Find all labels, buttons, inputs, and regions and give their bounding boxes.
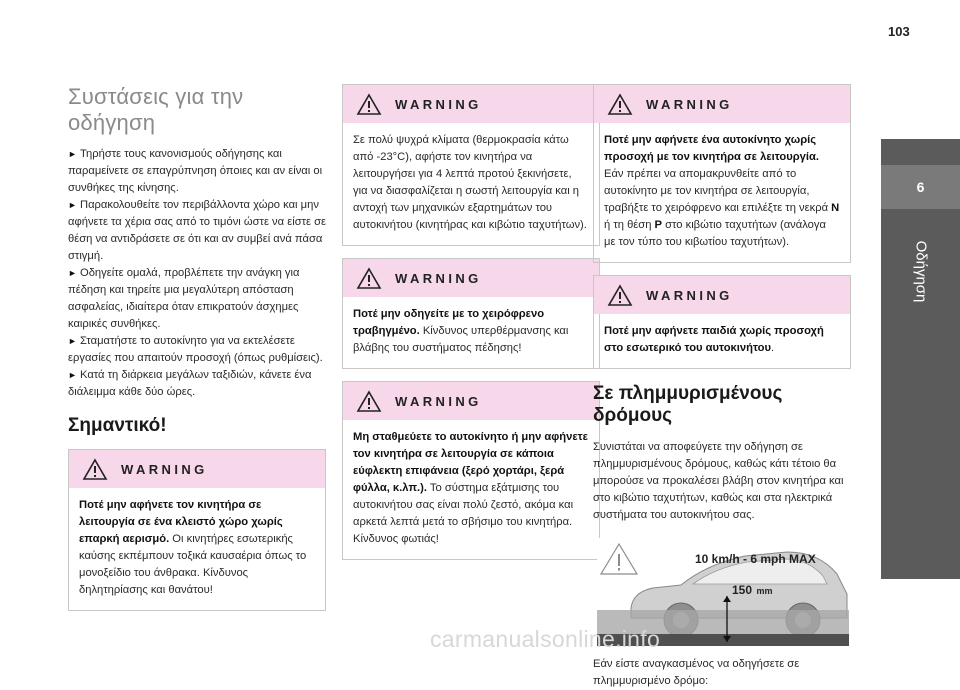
warning-triangle-icon [357,391,381,412]
warning-header [69,450,325,488]
warning-label: WARNING [646,96,733,112]
warning-text: Μη σταθμεύετε το αυτοκίνητο ή μην αφήνετε τον κινητήρα σε λειτουργία σε κάποια εύφλεκτη επιφάνεια (ξερό χορτάρι, ξερά φύλλα, κ.λπ.). Το σύστημα εξάτμισης του αυτοκινήτου σας είναι πολύ ζεστό, ακόμα και αρκετά λεπτά μετά το σβήσιμο του κινητήρα. Κίνδυνος φωτιάς! [353,431,588,545]
warning-triangle-icon [357,268,381,289]
column-right [593,84,851,690]
chapter-title: Οδήγηση [912,240,930,302]
section-title-driving-tips: Συστάσεις για την οδήγηση [68,84,244,135]
chapter-number: 6 [881,165,960,209]
warning-label: WARNING [395,270,482,286]
bullet-arrow-icon: ► [68,200,77,210]
column-middle [342,84,600,572]
warning-box [342,258,600,369]
warning-header [594,276,850,314]
warning-triangle-icon [83,459,107,480]
bullet-arrow-icon: ► [68,336,77,346]
warning-box [593,275,851,369]
warning-label: WARNING [121,461,208,477]
warning-triangle-icon [608,94,632,115]
warning-triangle-icon [357,94,381,115]
list-item: ► Τηρήστε τους κανονισμούς οδήγησης και παραμείνετε σε επαγρύπνηση όποιες και αν είναι οι συνθήκες της κίνησης. [68,148,323,194]
warning-label: WARNING [395,393,482,409]
warning-text: Ποτέ μην αφήνετε παιδιά χωρίς προσοχή στο εσωτερικό του αυτοκινήτου. [604,325,824,354]
warning-text: Ποτέ μην αφήνετε τον κινητήρα σε λειτουργία σε ένα κλειστό χώρο χωρίς επαρκή αερισμό. Οι κινητήρες εσωτερικής καύσης εκπέμπουν τοξικά καυσαέρια όπως το μονοξείδιο του άνθρακα. Κίνδυνος δηλητηρίασης και θανάτου! [79,499,307,596]
warning-text: Ποτέ μην αφήνετε ένα αυτοκίνητο χωρίς προσοχή με τον κινητήρα σε λειτουργία. Εάν πρέπει να απομακρυνθείτε από το αυτοκίνητο με τον κινητήρα σε λειτουργία, τραβήξτε το χειρόφρενο και επιλέξτε τη νεκρά N ή τη θέση P στο κιβώτιο ταχυτήτων (ανάλογα με τον τύπο του κιβωτίου ταχυτήτων). [604,134,840,248]
flooded-roads-intro: Εάν είστε αναγκασμένος να οδηγήσετε σε πλημμυρισμένο δρόμο: [593,658,800,687]
flooded-roads-text: Συνιστάται να αποφεύγετε την οδήγηση σε πλημμυρισμένους δρόμους, καθώς κάτι τέτοιο θα μπορούσε να προκαλέσει βλάβη στον κινητήρα και στο κιβώτιο ταχυτήτων, καθώς και στα ηλεκτρικά συστήματα του αυτοκινήτου σας. [593,441,844,521]
warning-triangle-icon [608,285,632,306]
speed-limit-label: 10 km/h - 6 mph MAX [695,552,816,566]
page-number: 103 [888,24,910,39]
warning-header [343,382,599,420]
warning-header [343,85,599,123]
column-left [68,78,326,623]
list-item: ► Κατά τη διάρκεια μεγάλων ταξιδιών, κάνετε ένα διάλειμμα κάθε δύο ώρες. [68,369,312,398]
warning-box [68,449,326,611]
warning-label: WARNING [395,96,482,112]
list-item: ► Παρακολουθείτε τον περιβάλλοντα χώρο και μην αφήνετε τα χέρια σας από το τιμόνι ώστε να είστε σε θέση να αντιδράσετε σε ότι και αν συμβεί ανά πάσα στιγμή. [68,199,327,262]
warning-box [342,84,600,246]
list-item: ► Σταματήστε το αυτοκίνητο για να εκτελέσετε εργασίες που απαιτούν προσοχή (όπως ρυθμίσεις). [68,335,323,364]
warning-header [343,259,599,297]
bullet-arrow-icon: ► [68,149,77,159]
watermark: carmanualsonline.info [430,626,661,652]
list-item: ► Οδηγείτε ομαλά, προβλέπετε την ανάγκη για πέδηση και τηρείτε μια μεγαλύτερη απόσταση ασφαλείας, ιδιαίτερα όταν επικρατούν άσχημες καιρικές συνθήκες. [68,267,300,330]
bullet-arrow-icon: ► [68,370,77,380]
warning-text: Σε πολύ ψυχρά κλίματα (θερμοκρασία κάτω από -23°C), αφήστε τον κινητήρα να λειτουργήσει για 4 λεπτά προτού ξεκινήσετε, για να διασφαλίζεται η σωστή λειτουργία και η αντοχή των μηχανικών εξαρτημάτων του αυτοκινήτου (κινητήρας και κιβώτιο ταχυτήτων). [353,134,587,231]
section-title-flooded-roads: Σε πλημμυρισμένους δρόμους [593,383,783,426]
warning-label: WARNING [646,287,733,303]
warning-text: Ποτέ μην οδηγείτε με το χειρόφρενο τραβηγμένο. Κίνδυνος υπερθέρμανσης και βλάβης του συστήματος πέδησης! [353,308,569,354]
bullet-arrow-icon: ► [68,268,77,278]
warning-box [593,84,851,263]
section-title-important: Σημαντικό! [68,415,167,436]
warning-header [594,85,850,123]
warning-box [342,381,600,560]
chapter-side-tab[interactable] [881,139,960,579]
water-depth-label: 150 mm [732,583,773,597]
